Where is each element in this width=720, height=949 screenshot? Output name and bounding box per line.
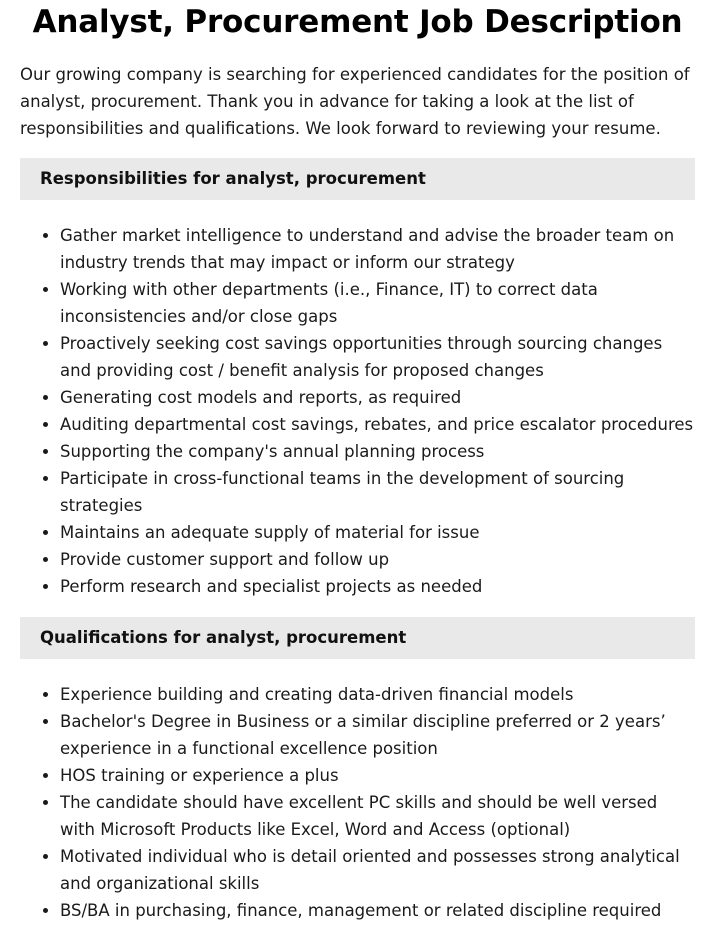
page-title: Analyst, Procurement Job Description xyxy=(32,4,683,40)
list-item: • Supporting the company's annual planning process xyxy=(60,438,695,465)
list-item: • The candidate should have excellent PC skills and should be well versed with Microsoft Products like Excel, Word and Access (optional) xyxy=(60,789,695,843)
list-item: • Motivated individual who is detail oriented and possesses strong analytical and organizational skills xyxy=(60,843,695,897)
responsibilities-heading: Responsibilities for analyst, procurement xyxy=(20,158,695,200)
list-item: • Generating cost models and reports, as required xyxy=(60,384,695,411)
list-item: • Auditing departmental cost savings, rebates, and price escalator procedures xyxy=(60,411,695,438)
intro-paragraph: Our growing company is searching for experienced candidates for the position of analyst, procurement. Thank you in advance for taking a look at the list of responsibilities and qualifications. We look forward to reviewing your resume. xyxy=(20,65,690,138)
list-item: • Gather market intelligence to understand and advise the broader team on industry trends that may impact or inform our strategy xyxy=(60,222,695,276)
list-item: • Proactively seeking cost savings opportunities through sourcing changes and providing cost / benefit analysis for proposed changes xyxy=(60,330,695,384)
list-item: • BS/BA in purchasing, finance, management or related discipline required xyxy=(60,897,695,924)
list-item: • Bachelor's Degree in Business or a similar discipline preferred or 2 years’ experience in a functional excellence position xyxy=(60,708,695,762)
list-item: • HOS training or experience a plus xyxy=(60,762,695,789)
list-item: • Participate in cross-functional teams in the development of sourcing strategies xyxy=(60,465,695,519)
responsibilities-list xyxy=(20,222,695,600)
list-item: • Working with other departments (i.e., Finance, IT) to correct data inconsistencies and/or close gaps xyxy=(60,276,695,330)
qualifications-heading: Qualifications for analyst, procurement xyxy=(20,617,695,659)
list-item: • Experience building and creating data-driven financial models xyxy=(60,681,695,708)
qualifications-list xyxy=(20,681,695,924)
list-item: • Maintains an adequate supply of material for issue xyxy=(60,519,695,546)
list-item: • Perform research and specialist projects as needed xyxy=(60,573,695,600)
list-item: • Provide customer support and follow up xyxy=(60,546,695,573)
